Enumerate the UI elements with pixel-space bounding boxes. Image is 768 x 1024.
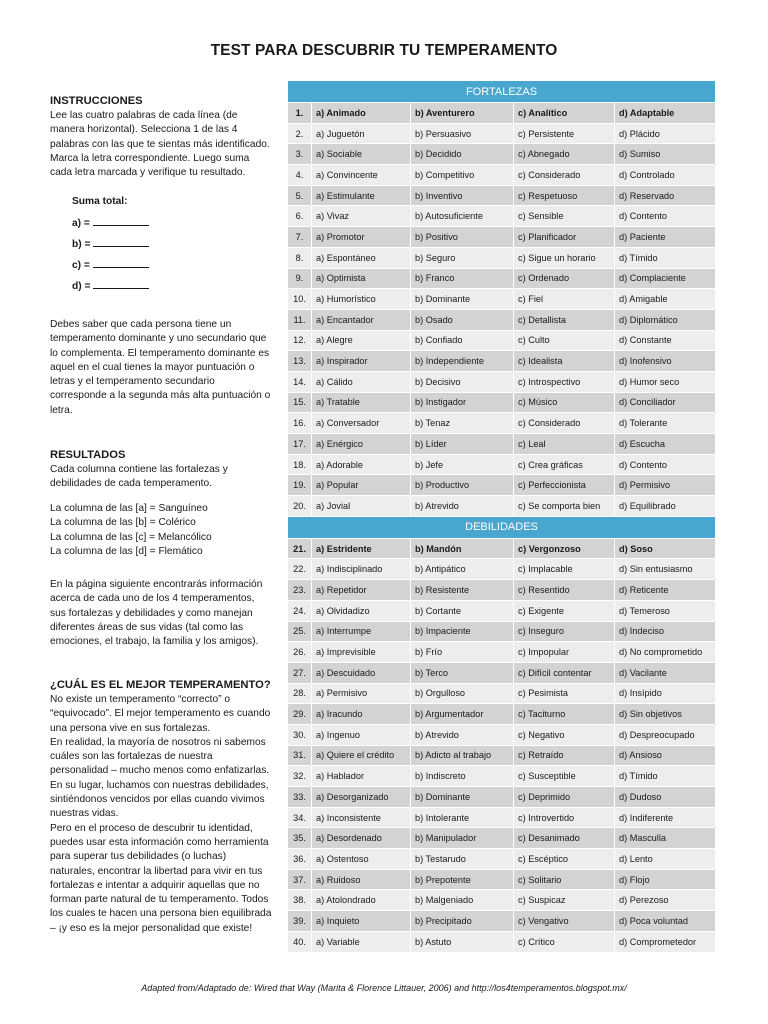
- option-c[interactable]: c) Retraído: [514, 746, 615, 767]
- option-c[interactable]: c) Desanimado: [514, 828, 615, 849]
- option-d[interactable]: d) Tolerante: [615, 413, 716, 434]
- option-a[interactable]: a) Sociable: [312, 144, 411, 165]
- row-number: 2.: [288, 124, 312, 145]
- debilidades-header-row: [288, 517, 716, 539]
- option-c[interactable]: c) Introvertido: [514, 808, 615, 829]
- table-row: [288, 828, 716, 849]
- option-c[interactable]: c) Difícil contentar: [514, 663, 615, 684]
- fortalezas-body: [288, 81, 716, 517]
- row-number: 39.: [288, 911, 312, 932]
- option-a[interactable]: a) Conversador: [312, 413, 411, 434]
- temperament-table: [288, 81, 716, 953]
- table-row: [288, 269, 716, 290]
- option-a[interactable]: a) Permisivo: [312, 684, 411, 705]
- row-number: 28.: [288, 684, 312, 705]
- row-number: 17.: [288, 434, 312, 455]
- best-paragraph-3: Pero en el proceso de descubrir tu identidad, puedes usar esta información como herramienta para superar tus debilidades (o luchas) naturales, encontrar la libertad para vivir en tus fortalezas e intentar a adquirir aquellas que no forman parte natural de tu temperamento. Todos los cuales te hacen una persona bien equilibrada – ¡y eso es la mejor personalidad que existe!: [50, 822, 272, 934]
- option-d[interactable]: d) Masculla: [615, 828, 716, 849]
- dominant-text: Debes saber que cada persona tiene un temperamento dominante y uno secundario que lo complementa. El temperamento dominante es aquel en el cual tienes la mayor puntuación o letras y el temperamento secundario corresponde a la segunda más alta puntuación o letra.: [50, 319, 271, 416]
- table-row: [288, 413, 716, 434]
- row-number: 31.: [288, 746, 312, 767]
- row-number: 27.: [288, 663, 312, 684]
- suma-line-d: [72, 279, 272, 300]
- option-b[interactable]: b) Astuto: [411, 932, 514, 953]
- option-b[interactable]: b) Seguro: [411, 248, 514, 269]
- option-a[interactable]: a) Humorístico: [312, 289, 411, 310]
- option-b[interactable]: b) Confiado: [411, 331, 514, 352]
- table-row: [288, 870, 716, 891]
- option-c[interactable]: c) Exigente: [514, 601, 615, 622]
- table-row: [288, 124, 716, 145]
- results-text: Cada columna contiene las fortalezas y debilidades de cada temperamento.: [50, 464, 228, 490]
- option-b[interactable]: b) Decisivo: [411, 372, 514, 393]
- table-row: [288, 663, 716, 684]
- option-d[interactable]: d) Insípido: [615, 684, 716, 705]
- option-a[interactable]: a) Variable: [312, 932, 411, 953]
- row-number: 29.: [288, 704, 312, 725]
- row-number: 7.: [288, 227, 312, 248]
- option-a[interactable]: a) Interrumpe: [312, 622, 411, 643]
- table-row: [288, 393, 716, 414]
- option-b[interactable]: b) Malgeniado: [411, 890, 514, 911]
- row-number: 9.: [288, 269, 312, 290]
- option-c[interactable]: c) Fiel: [514, 289, 615, 310]
- row-number: 5.: [288, 186, 312, 207]
- option-a[interactable]: a) Repetidor: [312, 580, 411, 601]
- table-row: [288, 787, 716, 808]
- option-d[interactable]: d) Complaciente: [615, 269, 716, 290]
- table-row: [288, 310, 716, 331]
- option-a[interactable]: a) Inconsistente: [312, 808, 411, 829]
- option-d[interactable]: d) Adaptable: [615, 103, 716, 124]
- footer-citation: Adapted from/Adaptado de: Wired that Way (Marita & Florence Littauer, 2006) and http://los4temperamentos.blogspot.mx/: [141, 983, 627, 993]
- table-row: [288, 351, 716, 372]
- option-c[interactable]: c) Susceptible: [514, 766, 615, 787]
- option-b[interactable]: b) Antipático: [411, 559, 514, 580]
- option-a[interactable]: a) Juguetón: [312, 124, 411, 145]
- option-d[interactable]: d) Vacilante: [615, 663, 716, 684]
- option-d[interactable]: d) Comprometedor: [615, 932, 716, 953]
- option-a[interactable]: a) Encantador: [312, 310, 411, 331]
- option-d[interactable]: d) Perezoso: [615, 890, 716, 911]
- best-heading: ¿CUÁL ES EL MEJOR TEMPERAMENTO?: [50, 679, 271, 691]
- option-c[interactable]: c) Considerado: [514, 413, 615, 434]
- option-a[interactable]: a) Promotor: [312, 227, 411, 248]
- option-c[interactable]: c) Suspicaz: [514, 890, 615, 911]
- option-c[interactable]: c) Se comporta bien: [514, 496, 615, 517]
- option-a[interactable]: a) Imprevisible: [312, 642, 411, 663]
- row-number: 23.: [288, 580, 312, 601]
- option-b[interactable]: b) Indiscreto: [411, 766, 514, 787]
- option-c[interactable]: c) Leal: [514, 434, 615, 455]
- option-a[interactable]: a) Cálido: [312, 372, 411, 393]
- table-row: [288, 890, 716, 911]
- row-number: 25.: [288, 622, 312, 643]
- row-number: 1.: [288, 103, 312, 124]
- option-a[interactable]: a) Quiere el crédito: [312, 746, 411, 767]
- mapping-line-b: La columna de las [b] = Colérico: [50, 517, 196, 529]
- suma-line-b: [72, 237, 272, 258]
- option-d[interactable]: d) Amigable: [615, 289, 716, 310]
- answer-blank[interactable]: [93, 237, 149, 247]
- option-b[interactable]: b) Atrevido: [411, 496, 514, 517]
- row-number: 6.: [288, 206, 312, 227]
- next-page-section: [50, 578, 272, 649]
- row-number: 14.: [288, 372, 312, 393]
- option-d[interactable]: d) Despreocupado: [615, 725, 716, 746]
- table-row: [288, 496, 716, 517]
- option-a[interactable]: a) Enérgico: [312, 434, 411, 455]
- option-a[interactable]: a) Estimulante: [312, 186, 411, 207]
- option-d[interactable]: d) Ansioso: [615, 746, 716, 767]
- option-b[interactable]: b) Dominante: [411, 289, 514, 310]
- row-number: 26.: [288, 642, 312, 663]
- option-d[interactable]: d) Lento: [615, 849, 716, 870]
- option-d[interactable]: d) Controlado: [615, 165, 716, 186]
- row-number: 11.: [288, 310, 312, 331]
- option-d[interactable]: d) No comprometido: [615, 642, 716, 663]
- option-c[interactable]: c) Músico: [514, 393, 615, 414]
- row-number: 36.: [288, 849, 312, 870]
- table-row: [288, 725, 716, 746]
- option-d[interactable]: d) Constante: [615, 331, 716, 352]
- option-c[interactable]: c) Considerado: [514, 165, 615, 186]
- option-a[interactable]: a) Desorganizado: [312, 787, 411, 808]
- option-d[interactable]: d) Tímido: [615, 766, 716, 787]
- table-row: [288, 227, 716, 248]
- option-b[interactable]: b) Dominante: [411, 787, 514, 808]
- option-d[interactable]: d) Sin objetivos: [615, 704, 716, 725]
- row-number: 35.: [288, 828, 312, 849]
- row-number: 34.: [288, 808, 312, 829]
- option-c[interactable]: c) Ordenado: [514, 269, 615, 290]
- option-d[interactable]: d) Indiferente: [615, 808, 716, 829]
- option-c[interactable]: c) Negativo: [514, 725, 615, 746]
- option-b[interactable]: b) Instigador: [411, 393, 514, 414]
- option-d[interactable]: d) Equilibrado: [615, 496, 716, 517]
- table-row: [288, 746, 716, 767]
- table-row: [288, 103, 716, 124]
- option-b[interactable]: b) Jefe: [411, 455, 514, 476]
- fortalezas-header-row: [288, 81, 716, 103]
- row-number: 16.: [288, 413, 312, 434]
- table-row: [288, 704, 716, 725]
- option-d[interactable]: d) Reticente: [615, 580, 716, 601]
- option-a[interactable]: a) Espontáneo: [312, 248, 411, 269]
- table-row: [288, 372, 716, 393]
- option-d[interactable]: d) Contento: [615, 206, 716, 227]
- option-d[interactable]: d) Flojo: [615, 870, 716, 891]
- option-b[interactable]: b) Líder: [411, 434, 514, 455]
- suma-line-label: d) =: [72, 281, 91, 292]
- table-row: [288, 289, 716, 310]
- option-a[interactable]: a) Ostentoso: [312, 849, 411, 870]
- option-c[interactable]: c) Culto: [514, 331, 615, 352]
- option-a[interactable]: a) Alegre: [312, 331, 411, 352]
- option-b[interactable]: b) Resistente: [411, 580, 514, 601]
- option-b[interactable]: b) Orgulloso: [411, 684, 514, 705]
- answer-blank[interactable]: [93, 279, 149, 289]
- row-number: 22.: [288, 559, 312, 580]
- option-b[interactable]: b) Osado: [411, 310, 514, 331]
- option-b[interactable]: b) Aventurero: [411, 103, 514, 124]
- option-c[interactable]: c) Resentido: [514, 580, 615, 601]
- option-a[interactable]: a) Adorable: [312, 455, 411, 476]
- option-a[interactable]: a) Iracundo: [312, 704, 411, 725]
- dominant-section: [50, 318, 272, 418]
- option-d[interactable]: d) Sumiso: [615, 144, 716, 165]
- table-row: [288, 475, 716, 496]
- option-c[interactable]: c) Implacable: [514, 559, 615, 580]
- option-a[interactable]: a) Ruidoso: [312, 870, 411, 891]
- option-a[interactable]: a) Ingenuo: [312, 725, 411, 746]
- option-b[interactable]: b) Autosuficiente: [411, 206, 514, 227]
- table-row: [288, 206, 716, 227]
- option-c[interactable]: c) Respetuoso: [514, 186, 615, 207]
- debilidades-body: [288, 517, 716, 953]
- option-b[interactable]: b) Productivo: [411, 475, 514, 496]
- best-paragraph-1: No existe un temperamento “correcto” o “equivocado”. El mejor temperamento es cuando una persona vive en sus fortalezas.: [50, 694, 271, 734]
- row-number: 10.: [288, 289, 312, 310]
- option-d[interactable]: d) Temeroso: [615, 601, 716, 622]
- option-a[interactable]: a) Optimista: [312, 269, 411, 290]
- option-d[interactable]: d) Escucha: [615, 434, 716, 455]
- option-b[interactable]: b) Testarudo: [411, 849, 514, 870]
- option-b[interactable]: b) Competitivo: [411, 165, 514, 186]
- option-c[interactable]: c) Sensible: [514, 206, 615, 227]
- option-c[interactable]: c) Perfeccionista: [514, 475, 615, 496]
- option-a[interactable]: a) Tratable: [312, 393, 411, 414]
- table-row: [288, 559, 716, 580]
- table-row: [288, 642, 716, 663]
- option-c[interactable]: c) Deprimido: [514, 787, 615, 808]
- row-number: 12.: [288, 331, 312, 352]
- table-row: [288, 186, 716, 207]
- row-number: 20.: [288, 496, 312, 517]
- mapping-line-a: La columna de las [a] = Sanguíneo: [50, 503, 208, 514]
- option-c[interactable]: c) Introspectivo: [514, 372, 615, 393]
- table-row: [288, 434, 716, 455]
- instructions-heading: INSTRUCCIONES: [50, 95, 143, 107]
- option-a[interactable]: a) Vivaz: [312, 206, 411, 227]
- option-b[interactable]: b) Cortante: [411, 601, 514, 622]
- row-number: 4.: [288, 165, 312, 186]
- option-c[interactable]: c) Vengativo: [514, 911, 615, 932]
- table-row: [288, 684, 716, 705]
- table-row: [288, 580, 716, 601]
- option-d[interactable]: d) Humor seco: [615, 372, 716, 393]
- best-section: [50, 678, 272, 936]
- option-b[interactable]: b) Frío: [411, 642, 514, 663]
- option-b[interactable]: b) Adicto al trabajo: [411, 746, 514, 767]
- table-row: [288, 808, 716, 829]
- answer-blank[interactable]: [93, 258, 149, 268]
- option-c[interactable]: c) Crítico: [514, 932, 615, 953]
- option-b[interactable]: b) Precipitado: [411, 911, 514, 932]
- option-b[interactable]: b) Intolerante: [411, 808, 514, 829]
- suma-line-label: c) =: [72, 260, 90, 271]
- option-d[interactable]: d) Inofensivo: [615, 351, 716, 372]
- option-a[interactable]: a) Atolondrado: [312, 890, 411, 911]
- option-d[interactable]: d) Permisivo: [615, 475, 716, 496]
- option-a[interactable]: a) Hablador: [312, 766, 411, 787]
- mapping-line-d: La columna de las [d] = Flemático: [50, 545, 203, 557]
- option-c[interactable]: c) Vergonzoso: [514, 539, 615, 560]
- option-d[interactable]: d) Paciente: [615, 227, 716, 248]
- row-number: 30.: [288, 725, 312, 746]
- mapping-line-c: La columna de las [c] = Melancólico: [50, 531, 212, 543]
- option-a[interactable]: a) Inspirador: [312, 351, 411, 372]
- instructions-text: Lee las cuatro palabras de cada línea (de manera horizontal). Selecciona 1 de las 4 palabras con las que te sientas más identificado. Marca la letra correspondiente. Luego suma cada letra marcada y verifique tu resultado.: [50, 110, 270, 179]
- table-row: [288, 455, 716, 476]
- table-row: [288, 766, 716, 787]
- option-b[interactable]: b) Persuasivo: [411, 124, 514, 145]
- suma-line-a: [72, 216, 272, 237]
- row-number: 3.: [288, 144, 312, 165]
- option-d[interactable]: d) Plácido: [615, 124, 716, 145]
- debilidades-header: DEBILIDADES: [288, 517, 716, 539]
- row-number: 15.: [288, 393, 312, 414]
- option-a[interactable]: a) Olvidadizo: [312, 601, 411, 622]
- option-b[interactable]: b) Prepotente: [411, 870, 514, 891]
- option-d[interactable]: d) Conciliador: [615, 393, 716, 414]
- option-d[interactable]: d) Soso: [615, 539, 716, 560]
- results-section: [50, 448, 272, 492]
- option-a[interactable]: a) Jovial: [312, 496, 411, 517]
- row-number: 8.: [288, 248, 312, 269]
- option-b[interactable]: b) Decidido: [411, 144, 514, 165]
- option-b[interactable]: b) Independiente: [411, 351, 514, 372]
- option-d[interactable]: d) Sin entusiasmo: [615, 559, 716, 580]
- row-number: 13.: [288, 351, 312, 372]
- option-a[interactable]: a) Animado: [312, 103, 411, 124]
- option-c[interactable]: c) Idealista: [514, 351, 615, 372]
- table-row: [288, 622, 716, 643]
- row-number: 19.: [288, 475, 312, 496]
- option-d[interactable]: d) Diplomático: [615, 310, 716, 331]
- option-d[interactable]: d) Indeciso: [615, 622, 716, 643]
- table-row: [288, 932, 716, 953]
- option-a[interactable]: a) Desordenado: [312, 828, 411, 849]
- option-b[interactable]: b) Positivo: [411, 227, 514, 248]
- option-b[interactable]: b) Manipulador: [411, 828, 514, 849]
- option-d[interactable]: d) Poca voluntad: [615, 911, 716, 932]
- instructions-section: [50, 94, 272, 180]
- option-b[interactable]: b) Inventivo: [411, 186, 514, 207]
- option-b[interactable]: b) Mandón: [411, 539, 514, 560]
- option-d[interactable]: d) Dudoso: [615, 787, 716, 808]
- results-heading: RESULTADOS: [50, 449, 126, 461]
- table-row: [288, 849, 716, 870]
- option-c[interactable]: c) Pesimista: [514, 684, 615, 705]
- table-row: [288, 165, 716, 186]
- option-b[interactable]: b) Franco: [411, 269, 514, 290]
- results-mapping: [50, 502, 272, 559]
- table-row: [288, 911, 716, 932]
- option-c[interactable]: c) Analítico: [514, 103, 615, 124]
- option-c[interactable]: c) Sigue un horario: [514, 248, 615, 269]
- option-c[interactable]: c) Crea gráficas: [514, 455, 615, 476]
- option-c[interactable]: c) Detallista: [514, 310, 615, 331]
- option-b[interactable]: b) Atrevido: [411, 725, 514, 746]
- row-number: 21.: [288, 539, 312, 560]
- table-row: [288, 539, 716, 560]
- option-a[interactable]: a) Convincente: [312, 165, 411, 186]
- option-c[interactable]: c) Inseguro: [514, 622, 615, 643]
- option-b[interactable]: b) Argumentador: [411, 704, 514, 725]
- table-row: [288, 601, 716, 622]
- table-row: [288, 331, 716, 352]
- row-number: 24.: [288, 601, 312, 622]
- option-d[interactable]: d) Reservado: [615, 186, 716, 207]
- option-b[interactable]: b) Tenaz: [411, 413, 514, 434]
- suma-section: [50, 195, 272, 300]
- row-number: 38.: [288, 890, 312, 911]
- row-number: 33.: [288, 787, 312, 808]
- option-a[interactable]: a) Descuidado: [312, 663, 411, 684]
- option-c[interactable]: c) Persistente: [514, 124, 615, 145]
- option-c[interactable]: c) Escéptico: [514, 849, 615, 870]
- page-title: TEST PARA DESCUBRIR TU TEMPERAMENTO: [210, 42, 558, 59]
- option-c[interactable]: c) Planificador: [514, 227, 615, 248]
- suma-line-c: [72, 258, 272, 279]
- option-a[interactable]: a) Popular: [312, 475, 411, 496]
- row-number: 40.: [288, 932, 312, 953]
- option-c[interactable]: c) Abnegado: [514, 144, 615, 165]
- option-c[interactable]: c) Impopular: [514, 642, 615, 663]
- fortalezas-header: FORTALEZAS: [288, 81, 716, 103]
- row-number: 18.: [288, 455, 312, 476]
- option-b[interactable]: b) Impaciente: [411, 622, 514, 643]
- option-c[interactable]: c) Solitario: [514, 870, 615, 891]
- option-a[interactable]: a) Indisciplinado: [312, 559, 411, 580]
- next-page-text: En la página siguiente encontrarás información acerca de cada uno de los 4 temperamentos, sus fortalezas y debilidades y como manejan diferentes áreas de sus vidas (tal como las emociones, el trabajo, la familia y los amigos).: [50, 579, 263, 648]
- table-row: [288, 248, 716, 269]
- suma-label: Suma total:: [72, 196, 128, 207]
- best-paragraph-2: En realidad, la mayoría de nosotros ni sabemos cuáles son las fortalezas de nuestra personalidad – mucho menos como enfatizarlas. En su lugar, luchamos con nuestras debilidades, sintiéndonos vencidos por ellas cuando vivimos nuestras vidas.: [50, 736, 270, 820]
- option-d[interactable]: d) Contento: [615, 455, 716, 476]
- table-row: [288, 144, 716, 165]
- suma-line-label: a) =: [72, 218, 90, 229]
- option-d[interactable]: d) Tímido: [615, 248, 716, 269]
- suma-line-label: b) =: [72, 239, 91, 250]
- option-a[interactable]: a) Estridente: [312, 539, 411, 560]
- answer-blank[interactable]: [93, 216, 149, 226]
- row-number: 37.: [288, 870, 312, 891]
- option-b[interactable]: b) Terco: [411, 663, 514, 684]
- option-c[interactable]: c) Taciturno: [514, 704, 615, 725]
- option-a[interactable]: a) Inquieto: [312, 911, 411, 932]
- row-number: 32.: [288, 766, 312, 787]
